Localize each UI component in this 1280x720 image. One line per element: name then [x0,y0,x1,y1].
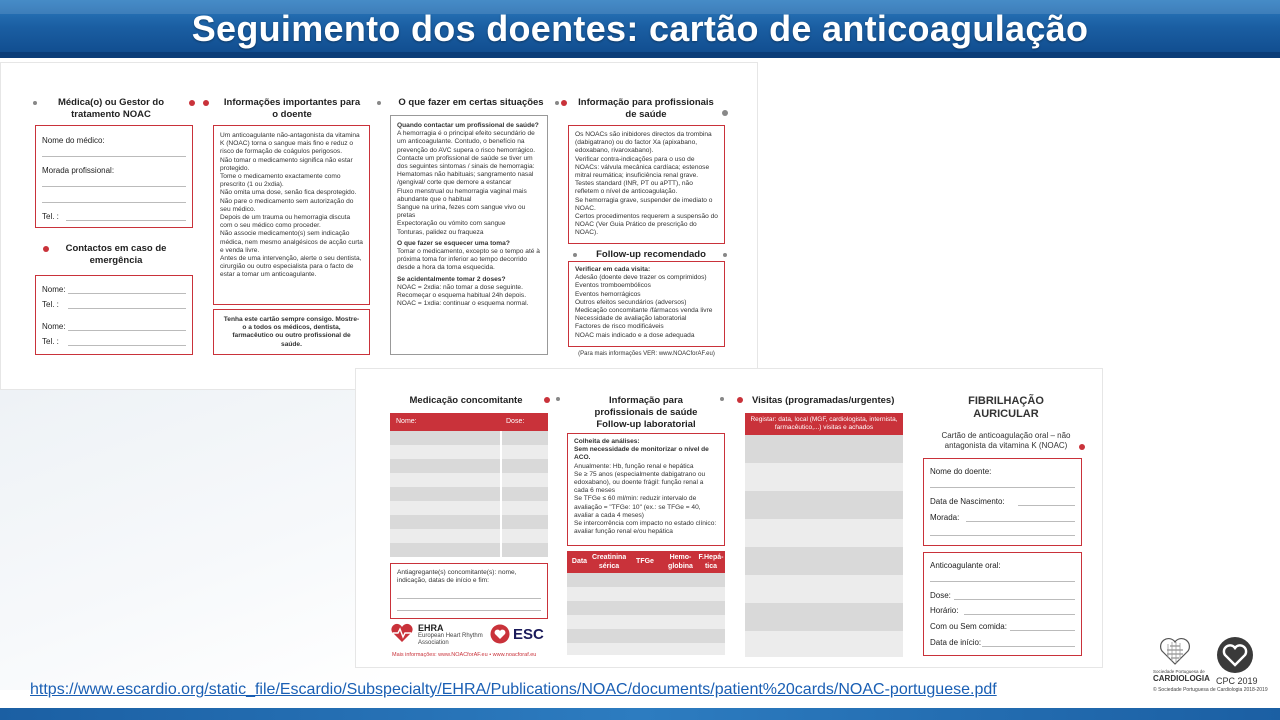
accent-dot [189,100,195,106]
list-item: Se ≥ 75 anos (especialmente dabigatrano ou edoxabano), ou doente frágil: função renal a cada 6 meses [574,470,706,495]
card-back-page [355,368,1103,668]
cover-subtitle: Cartão de anticoagulação oral – não antagonista da vitamina K (NOAC) [941,431,1071,450]
list-item: Se intercorrência com impacto no estado clínico: avaliar função renal e/ou hepática [574,520,717,536]
pro-info-box [568,125,725,244]
table-row[interactable] [390,487,548,501]
field-line[interactable] [1018,505,1075,506]
field-label: Dose: [930,591,951,600]
note-text: Tenha este cartão sempre consigo. Mostre-o a todos os médicos, dentista, farmacêutico ou outro profissional de saúde. [223,316,360,348]
anticoagulant-box [923,552,1082,656]
column-header: Nome: [396,418,417,425]
column-header: Hemo-globina [664,553,697,571]
ehra-subtitle: European Heart Rhythm Association [418,633,483,646]
table-row[interactable] [567,587,725,601]
field-line[interactable] [966,521,1075,522]
list-item: Se hemorragia grave, suspender de imediato o NOAC. [575,196,713,212]
bullet-dot [723,253,727,257]
field-line[interactable] [1010,630,1075,631]
visits-table [745,413,903,657]
list-item: Sangue na urina, fezes com sangue vivo ou pretas [397,204,526,220]
field-line[interactable] [964,614,1075,615]
emergency-heading: Contactos em caso de emergência [65,243,167,266]
lab-followup-box [567,433,725,546]
list-item: Certos procedimentos requerem a suspensão do NOAC (Ver Guia Prático de prescrição do NOAC). [575,213,718,237]
field-label: Nome: [42,322,66,331]
bullet-list [397,284,541,309]
spc-copyright: © Sociedade Portuguesa de Cardiologia 2018-2019 [1153,687,1268,693]
pro-info-heading: Informação para profissionais de saúde [578,97,714,120]
list-item: Fluxo menstrual ou hemorragia vaginal mais abundante que o habitual [397,187,527,203]
field-line[interactable] [954,599,1075,600]
field-label: Morada: [930,513,960,522]
field-line[interactable] [66,220,186,221]
field-label: Morada profissional: [42,166,115,175]
emergency-box [35,275,193,355]
antiplatelet-label: Antiagregante(s) concomitante(s): nome, indicação, datas de início e fim: [397,569,517,585]
table-header [745,413,903,435]
column-header: Creatinina sérica [592,554,627,570]
field-line[interactable] [42,186,186,187]
bullet-dot [722,110,728,116]
lab-table [567,551,725,656]
table-row[interactable] [390,445,548,459]
list-item: Hematomas não habituais; sangramento nasal /gengival/ corte que demore a estancar [397,171,534,187]
field-label: Tel. : [42,212,59,221]
field-line[interactable] [930,581,1075,582]
list-item: Não tomar o medicamento significa não estar protegido. [220,156,353,172]
paragraph: Tomar o medicamento, excepto se o tempo até à próxima toma for inferior ao tempo decorrido desde a hora da toma esquecida. [397,248,540,272]
list-item: NOAC = 2xdia: não tomar a dose seguinte. Recomeçar o esquema habitual 24h depois. [397,283,527,300]
list-item: NOAC mais indicado e a dose adequada [575,331,695,339]
accent-dot [561,100,567,106]
accent-dot [1079,444,1085,450]
table-row[interactable] [567,615,725,629]
patient-details-box [923,458,1082,546]
background-shape [0,390,380,690]
field-line[interactable] [68,308,186,309]
list-item: Adesão (doente deve trazer os comprimidos) [575,274,707,282]
table-row[interactable] [390,431,548,445]
question-heading: O que fazer se esquecer uma toma? [397,239,510,247]
table-row[interactable] [390,543,548,557]
paragraph: A hemorragia é o principal efeito secundário de um anticoagulante. Contudo, o benefício na prevenção do AVC supera o risco hemorrágico. Contacte um profissional de saúde se tiver um dos seguintes sintomas / sinais de hemorragia: [397,130,536,171]
field-line[interactable] [68,345,186,346]
field-line[interactable] [68,330,186,331]
accent-dot [544,397,550,403]
medication-table [390,413,548,559]
source-link[interactable]: https://www.escardio.org/static_file/Escardio/Subspecialty/EHRA/Publications/NOAC/documents/patient%20cards/NOAC-portuguese.pdf [30,681,997,698]
cover-title: FIBRILHAÇÃO AURICULAR [968,395,1044,420]
antiplatelet-box [390,563,548,619]
list-item: Não pare o medicamento sem autorização do seu médico. [220,197,354,213]
list-item: Necessidade de avaliação laboratorial [575,315,687,323]
cpc-logo-text: CPC 2019 [1216,676,1258,686]
list-item: Expectoração ou vómito com sangue [397,220,506,228]
ehra-logo-text [418,623,488,647]
lab-followup-heading: Informação para profissionais de saúde Follow-up laboratorial [594,395,698,430]
column-header: Dose: [506,418,525,425]
list-item: Verificar contra-indicações para o uso de NOACs: válvula mecânica cardíaca; estenose mitral reumática; insuficiência renal grave. [575,155,710,180]
situations-heading: O que fazer em certas situações [398,97,544,108]
list-item: Medicação concomitante /fármacos venda livre [575,307,713,315]
table-row[interactable] [745,463,903,491]
bullet-dot [377,101,381,105]
collect-heading: Colheita de análises: [574,438,640,445]
table-row[interactable] [567,643,725,655]
list-item: Outros efeitos secundários (adversos) [575,298,687,306]
spc-logo-text: CARDIOLOGIA [1153,674,1210,683]
list-item: Os NOACs são inibidores directos da trombina (dabigatrano) ou do factor Xa (apixabano, edoxabano, rivaroxabano). [575,131,712,155]
cpc-logo-icon [1216,636,1254,674]
field-line[interactable] [930,487,1075,488]
followup-heading: Follow-up recomendado [596,249,706,260]
visits-heading: Visitas (programadas/urgentes) [752,395,895,406]
question-heading: Quando contactar um profissional de saúde? [397,122,539,129]
list-item: Anualmente: Hb, função renal e hepática [574,462,694,470]
accent-dot [203,100,209,106]
list-item: Eventos hemorrágicos [575,290,641,298]
spc-logo-small: Sociedade Portuguesa de [1153,669,1205,674]
field-line[interactable] [397,610,541,611]
numbered-list [575,274,718,340]
field-line[interactable] [397,598,541,599]
carry-card-note [213,309,370,355]
more-info-note: (Para mais informações VER: www.NOACforAF.eu) [578,351,715,357]
ehra-logo-icon [390,623,414,643]
column-header: F.Hepá-tica [698,554,724,570]
slide-title: Seguimento dos doentes: cartão de anticoagulação [191,8,1089,49]
list-item: Não omita uma dose, senão fica desprotegido. [220,189,357,197]
column-header: TFGe [626,557,664,566]
list-item: Factores de risco modificáveis [575,323,664,331]
physician-heading: Médica(o) ou Gestor do tratamento NOAC [57,97,165,120]
list-item: Não associe medicamento(s) sem indicação médica, nem mesmo analgésicos de acção curta e venda livre. [220,230,363,254]
followup-box [568,261,725,347]
table-row[interactable] [567,629,725,643]
table-row[interactable] [745,519,903,547]
field-line[interactable] [982,646,1075,647]
list-item: Eventos tromboembólicos [575,282,651,290]
physician-box [35,125,193,228]
field-label: Com ou Sem comida: [930,622,1007,631]
bullet-dot [556,397,560,401]
esc-logo-icon [490,624,510,644]
field-line[interactable] [930,535,1075,536]
table-row[interactable] [745,491,903,519]
table-row[interactable] [390,459,548,473]
list-item: Testes standard (INR, PT ou aPTT), não refletem o nível de anticoagulação. [575,180,693,196]
field-label: Nome: [42,285,66,294]
more-info-links: Mais informações: www.NOACforAF.eu • www.noacforaf.eu [392,652,537,658]
list-item: Se TFGe ≤ 60 ml/min: reduzir intervalo de avaliação = "TFGe: 10" (ex.: se TFGe = 40, avaliar a cada 4 meses) [574,495,701,519]
field-label: Nome do médico: [42,136,105,145]
column-divider [500,431,502,559]
table-header [390,413,548,431]
medication-heading: Medicação concomitante [409,395,523,406]
field-label: Anticoagulante oral: [930,561,1001,570]
table-row[interactable] [390,473,548,487]
list-item: Sem necessidade de monitorizar o nível de ACO. [574,446,709,462]
question-heading: Se acidentalmente tomar 2 doses? [397,275,506,283]
field-line[interactable] [42,156,186,157]
card-front-page [0,62,758,390]
patient-info-box [213,125,370,305]
table-row[interactable] [390,501,548,515]
footer-bar [0,708,1280,720]
list-item: Tome o medicamento exactamente como prescrito (1 ou 2xdia). [220,173,341,189]
field-label: Horário: [930,606,959,615]
field-label: Tel. : [42,300,59,309]
table-row[interactable] [390,529,548,543]
esc-logo-text: ESC [513,626,544,643]
table-header [567,551,725,573]
table-row[interactable] [745,603,903,631]
list-item: Antes de uma intervenção, alerte o seu dentista, cirurgião ou outro especialista para o facto de estar a tomar um anticoagulante. [220,255,362,279]
situations-box [390,115,548,355]
bullet-dot [573,253,577,257]
bullet-dot [33,101,37,105]
accent-dot [43,246,49,252]
spc-logo-icon [1158,634,1192,668]
field-line[interactable] [42,202,186,203]
ehra-name: EHRA [418,623,444,633]
bullet-dot [555,101,559,105]
table-row[interactable] [745,435,903,463]
register-instructions: Registar: data, local (MGF, cardiologista, internista, farmacêutico,...) visitas e achados [750,416,898,431]
column-header: Data [567,557,592,566]
list-item: NOAC = 1xdia: continuar o esquema normal. [397,300,529,308]
bullet-list [574,446,718,536]
table-row[interactable] [567,601,725,615]
table-row[interactable] [745,631,903,657]
list-item: Depois de um trauma ou hemorragia discuta com o seu médico como proceder. [220,214,351,230]
list-item: Um anticoagulante não-antagonista da vitamina K (NOAC) torna o sangue mais fino e reduz o risco de formação de coágulos perigosos. [220,132,360,156]
followup-subheading: Verificar em cada visita: [575,266,651,273]
bullet-list [220,132,363,280]
field-label: Tel. : [42,337,59,346]
table-row[interactable] [745,575,903,603]
bullet-list [575,131,718,238]
table-row[interactable] [567,573,725,587]
table-row[interactable] [745,547,903,575]
bullet-list [397,171,541,237]
list-item: Tonturas, palidez ou fraqueza [397,228,484,236]
field-label: Data de início: [930,638,982,647]
patient-info-heading: Informações importantes para o doente [223,97,361,120]
bullet-dot [720,397,724,401]
field-label: Data de Nascimento: [930,497,1005,506]
table-row[interactable] [390,515,548,529]
field-line[interactable] [68,293,186,294]
field-label: Nome do doente: [930,467,992,476]
accent-dot [737,397,743,403]
